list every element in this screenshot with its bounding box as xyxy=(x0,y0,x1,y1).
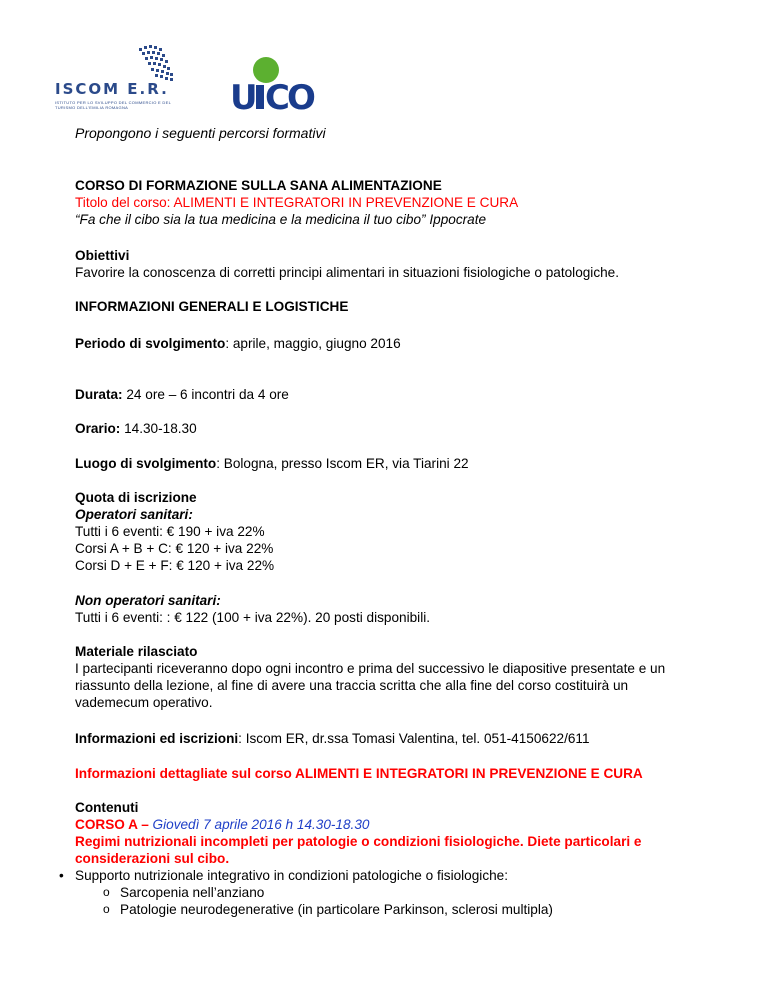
fee-non-health-label: Non operatori sanitari: xyxy=(75,593,221,608)
course-a-label: CORSO A – xyxy=(75,817,153,832)
fee-health-label: Operatori sanitari: xyxy=(75,507,193,522)
fee-section xyxy=(75,489,725,574)
duration-value: 24 ore – 6 incontri da 4 ore xyxy=(122,387,289,402)
list-item: o Sarcopenia nell’anziano xyxy=(33,884,725,901)
fee-heading: Quota di iscrizione xyxy=(75,490,197,505)
fee-health-line-3: Corsi D + E + F: € 120 + iva 22% xyxy=(75,558,275,573)
material-section xyxy=(75,643,725,711)
objectives-text: Favorire la conoscenza di corretti principi alimentari in situazioni fisiologiche o patologiche. xyxy=(75,265,620,280)
course-a-line xyxy=(75,816,725,833)
period-line xyxy=(75,335,725,352)
objectives-heading: Obiettivi xyxy=(75,248,130,263)
course-heading: CORSO DI FORMAZIONE SULLA SANA ALIMENTAZIONE xyxy=(75,178,442,193)
location-label: Luogo di svolgimento xyxy=(75,456,217,471)
list-item: • Supporto nutrizionale integrativo in condizioni patologiche o fisiologiche: xyxy=(33,867,725,884)
duration-line xyxy=(75,386,725,403)
location-value: : Bologna, presso Iscom ER, via Tiarini 22 xyxy=(216,456,469,471)
schedule-value: 14.30-18.30 xyxy=(120,421,197,436)
course-header xyxy=(75,177,725,228)
course-a-title-2: considerazioni sul cibo. xyxy=(75,851,230,866)
material-line-3: vademecum operativo. xyxy=(75,695,213,710)
fee-health-line-1: Tutti i 6 eventi: € 190 + iva 22% xyxy=(75,524,265,539)
schedule-label: Orario: xyxy=(75,421,121,436)
iscom-logo-subtext: ISTITUTO PER LO SVILUPPO DEL COMMERCIO E DEL TURISMO DELL'EMILIA ROMAGNA xyxy=(55,100,171,110)
general-info-heading: INFORMAZIONI GENERALI E LOGISTICHE xyxy=(75,299,349,314)
contact-value: : Iscom ER, dr.ssa Tomasi Valentina, tel. 051-4150622/611 xyxy=(238,731,590,746)
material-line-1: I partecipanti riceveranno dopo ogni incontro e prima del successivo le diapositive presentate e un xyxy=(75,661,666,676)
fee-non-health-line: Tutti i 6 eventi: : € 122 (100 + iva 22%). 20 posti disponibili. xyxy=(75,610,431,625)
course-quote: “Fa che il cibo sia la tua medicina e la medicina il tuo cibo” Ippocrate xyxy=(75,212,487,227)
iscom-logo-text: ISCOM E.R. xyxy=(55,80,169,98)
fee-non-health-section xyxy=(75,592,725,626)
header-logos xyxy=(55,42,355,122)
contents-heading: Contenuti xyxy=(75,800,139,815)
course-a-date: Giovedì 7 aprile 2016 h 14.30-18.30 xyxy=(152,817,370,832)
iscom-logo-icon xyxy=(95,42,205,84)
duration-label: Durata: xyxy=(75,387,123,402)
material-heading: Materiale rilasciato xyxy=(75,644,198,659)
course-title: Titolo del corso: ALIMENTI E INTEGRATORI IN PREVENZIONE E CURA xyxy=(75,195,519,210)
intro-text: Propongono i seguenti percorsi formativi xyxy=(75,125,326,141)
schedule-line xyxy=(75,420,725,437)
list-item: o Patologie neurodegenerative (in particolare Parkinson, sclerosi multipla) xyxy=(33,901,725,918)
fee-health-line-2: Corsi A + B + C: € 120 + iva 22% xyxy=(75,541,274,556)
material-line-2: riassunto della lezione, al fine di avere una traccia scritta che alla fine del corso costituirà un xyxy=(75,678,629,693)
period-value: : aprile, maggio, giugno 2016 xyxy=(225,336,401,351)
contents-list xyxy=(75,867,725,918)
contact-label: Informazioni ed iscrizioni xyxy=(75,731,239,746)
svg-text:CO: CO xyxy=(265,78,313,114)
location-line xyxy=(75,455,725,472)
objectives-section xyxy=(75,247,725,281)
contact-line xyxy=(75,730,725,747)
svg-text:U: U xyxy=(230,78,256,114)
period-label: Periodo di svolgimento xyxy=(75,336,226,351)
details-heading: Informazioni dettagliate sul corso ALIMENTI E INTEGRATORI IN PREVENZIONE E CURA xyxy=(75,766,643,781)
unico-logo-icon xyxy=(230,54,340,114)
course-a-title-1: Regimi nutrizionali incompleti per patologie o condizioni fisiologiche. Diete particolari e xyxy=(75,834,642,849)
contents-section xyxy=(75,799,725,918)
